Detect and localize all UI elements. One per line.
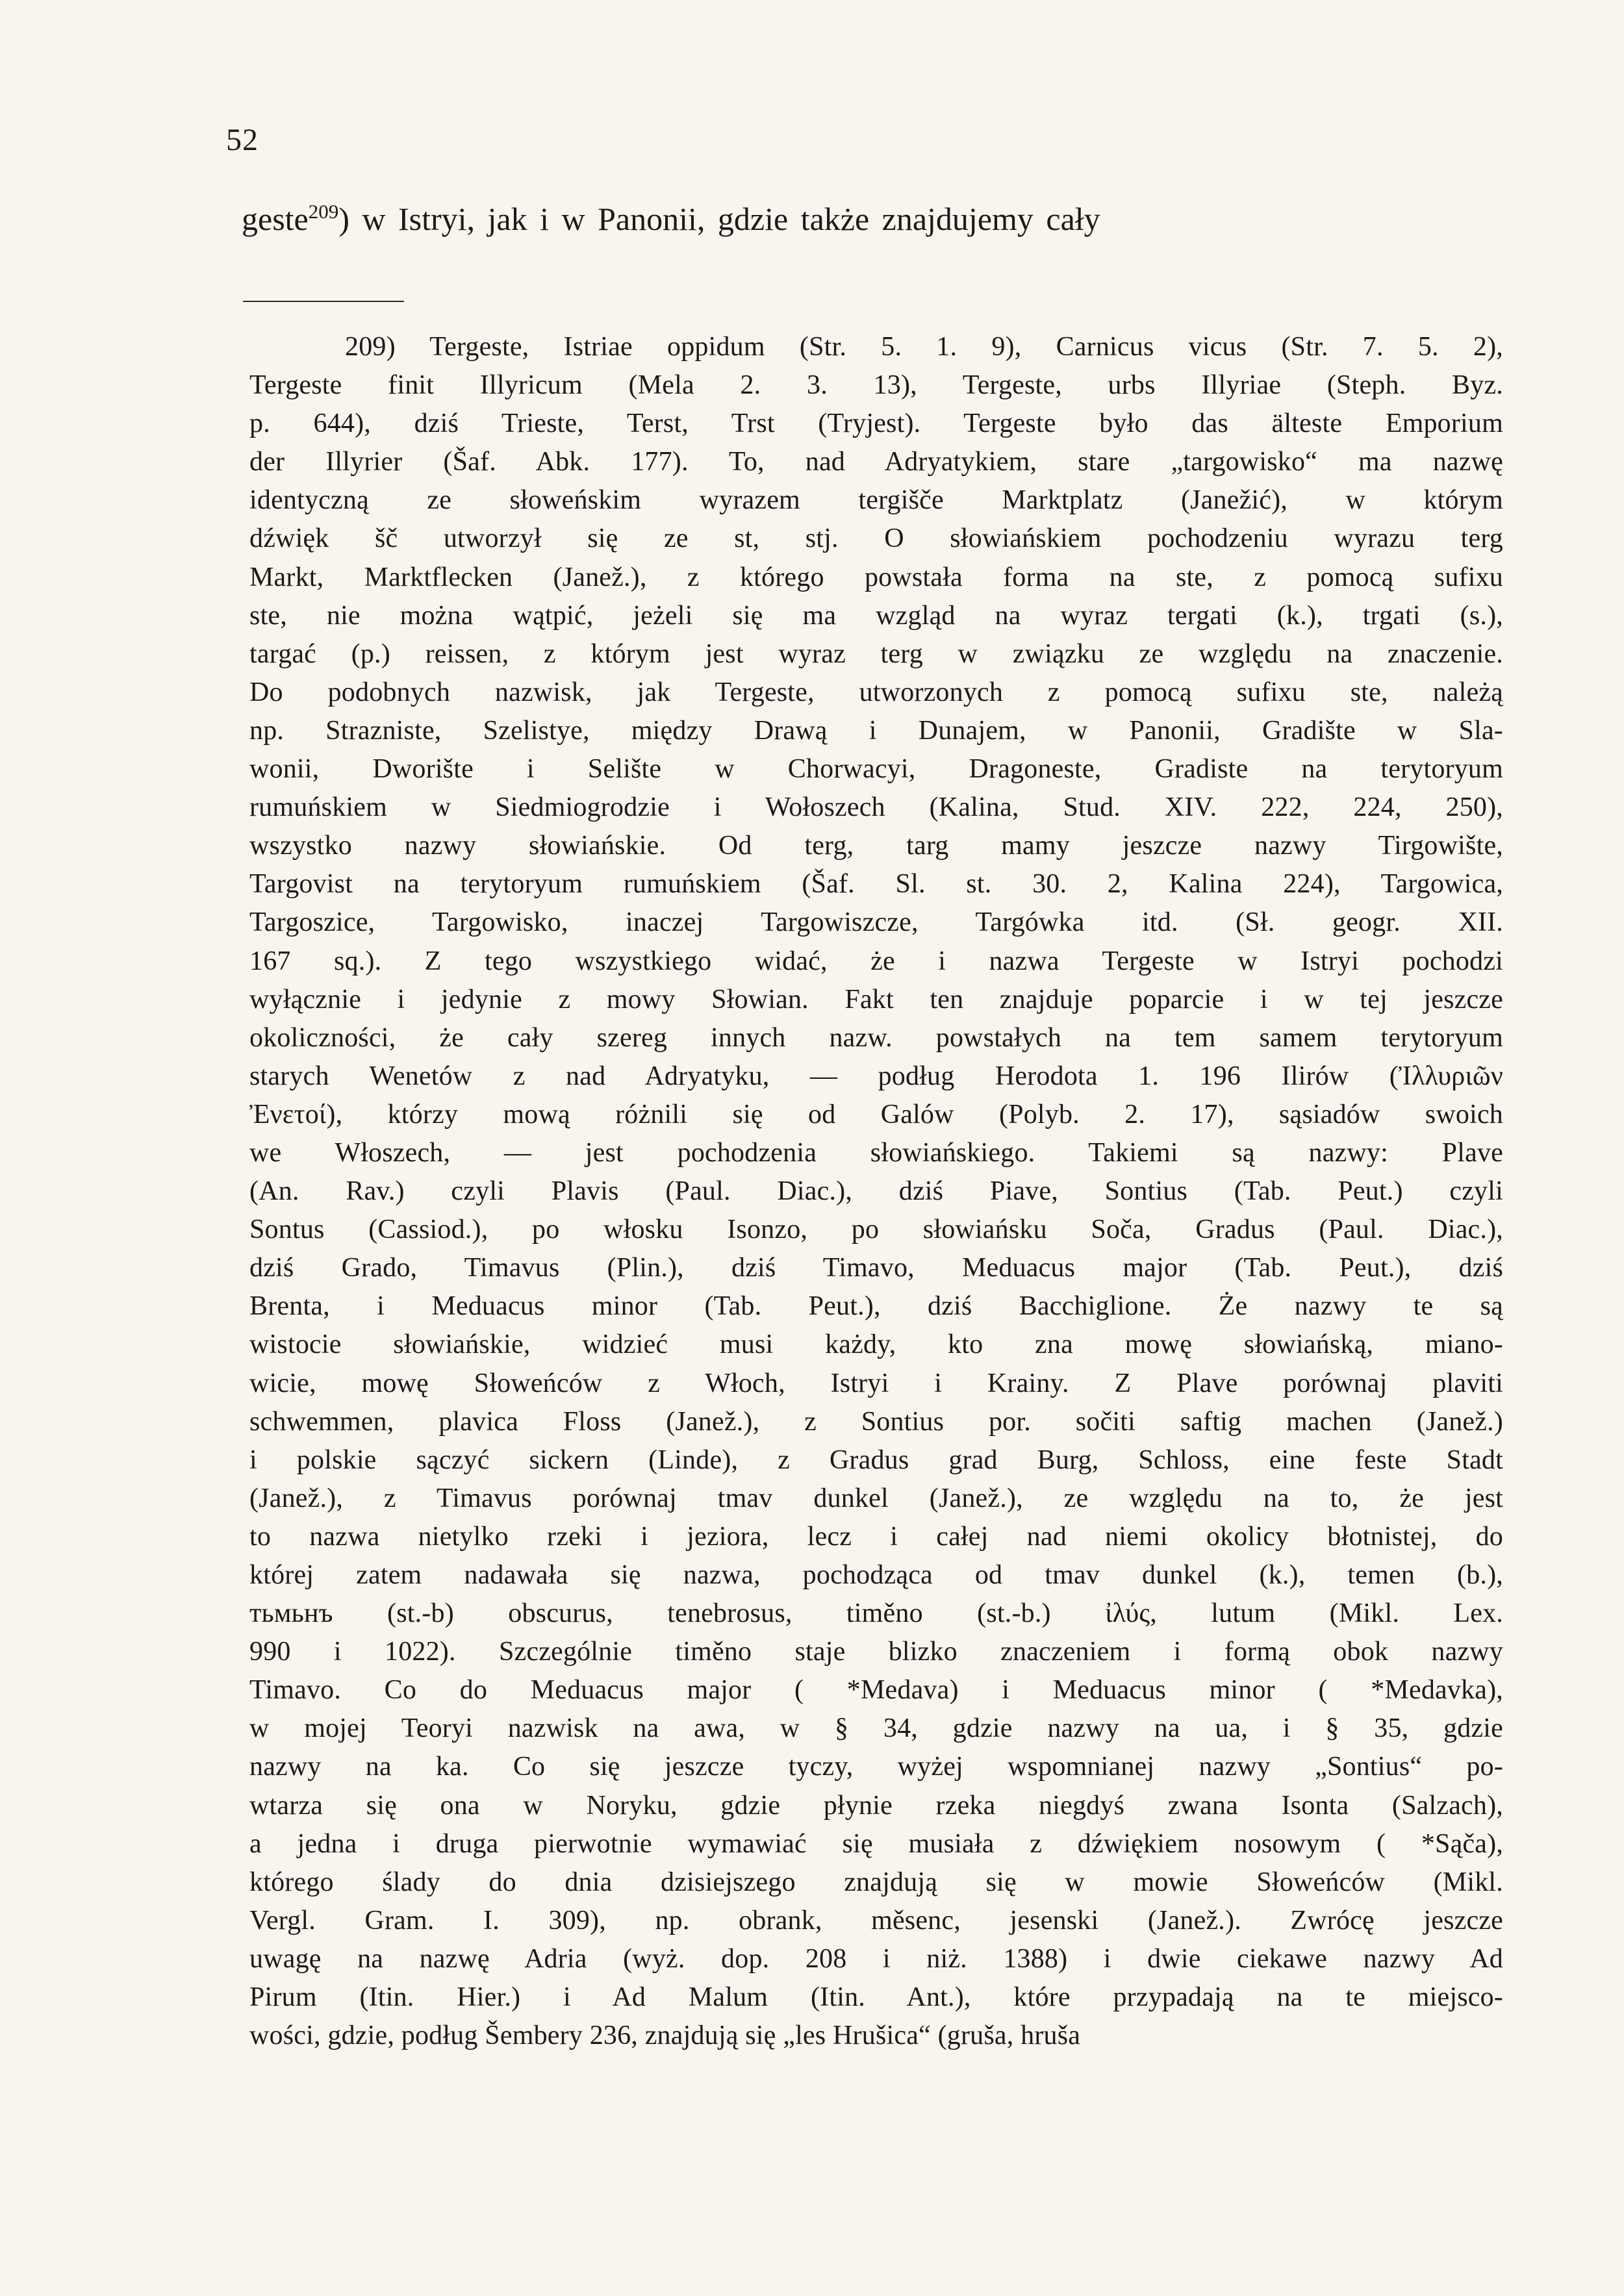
footnote-line: i polskie sączyć sickern (Linde), z Gradus grad Burg, Schloss, eine feste Stadt [249, 1444, 1503, 1475]
footnote-line: 990 i 1022). Szczególnie timěno staje blizko znaczeniem i formą obok nazwy [249, 1637, 1503, 1667]
footnote-line: schwemmen, plavica Floss (Janež.), z Sontius por. sočiti saftig machen (Janež.) [249, 1406, 1503, 1437]
footnote-line: Targovist na terytoryum rumuńskiem (Šaf. Sl. st. 30. 2, Kalina 224), Targowica, [249, 869, 1503, 900]
footnote-line: wistocie słowiańskie, widzieć musi każdy, kto zna mowę słowiańską, miano- [249, 1330, 1503, 1360]
page-number: 52 [226, 123, 259, 157]
footnote-line: Sontus (Cassiod.), po włosku Isonzo, po słowiańsku Soča, Gradus (Paul. Diac.), [249, 1215, 1503, 1245]
main-text-line [242, 201, 1100, 235]
footnote-line: 167 sq.). Z tego wszystkiego widać, że i nazwa Tergeste w Istryi pochodzi [249, 946, 1503, 976]
main-text-before-footnote: geste [242, 201, 309, 237]
footnote-line: (Janež.), z Timavus porównaj tmav dunkel (Janež.), ze względu na to, że jest [249, 1483, 1503, 1513]
footnote-line: Markt, Marktflecken (Janež.), z którego powstała forma na ste, z pomocą sufixu [249, 562, 1503, 592]
footnote-line: w mojej Teoryi nazwisk na awa, w § 34, gdzie nazwy na ua, i § 35, gdzie [249, 1713, 1503, 1744]
footnote-line: nazwy na ka. Co się jeszcze tyczy, wyżej wspomnianej nazwy „Sontius“ po- [249, 1752, 1503, 1782]
footnote-line: (An. Rav.) czyli Plavis (Paul. Diac.), dziś Piave, Sontius (Tab. Peut.) czyli [249, 1176, 1503, 1207]
footnote-line: rumuńskiem w Siedmiogrodzie i Wołoszech (Kalina, Stud. XIV. 222, 224, 250), [249, 792, 1503, 823]
footnote-line: Timavo. Co do Meduacus major ( *Medava) i Meduacus minor ( *Medavka), [249, 1675, 1503, 1706]
footnote-line: np. Strazniste, Szelistye, między Drawą i Dunajem, w Panonii, Gradište w Sla- [249, 715, 1503, 746]
footnote-line: Pirum (Itin. Hier.) i Ad Malum (Itin. Ant.), które przypadają na te miejsco- [249, 1982, 1503, 2013]
footnote-line: której zatem nadawała się nazwa, pochodząca od tmav dunkel (k.), temen (b.), [249, 1560, 1503, 1590]
footnote-line: uwagę na nazwę Adria (wyż. dop. 208 i niż. 1388) i dwie ciekawe nazwy Ad [249, 1943, 1503, 1974]
footnote-line: we Włoszech, — jest pochodzenia słowiańskiego. Takiemi są nazwy: Plave [249, 1137, 1503, 1168]
footnote-line: wicie, mowę Słoweńców z Włoch, Istryi i Krainy. Z Plave porównaj plaviti [249, 1368, 1503, 1398]
footnote-line: der Illyrier (Šaf. Abk. 177). To, nad Adryatykiem, stare „targowisko“ ma nazwę [249, 447, 1503, 477]
footnote-line: dźwięk šč utworzył się ze st, stj. O słowiańskiem pochodzeniu wyrazu terg [249, 524, 1503, 554]
footnote-line: starych Wenetów z nad Adryatyku, — podług Herodota 1. 196 Ilirów (Ἰλλυριῶν [249, 1061, 1503, 1091]
footnote-line: wości, gdzie, podług Šembery 236, znajdują się „les Hrušica“ (gruša, hruša [249, 2021, 1081, 2051]
footnote-block [249, 328, 1503, 2055]
footnote-line: 209) Tergeste, Istriae oppidum (Str. 5. 1. 9), Carnicus vicus (Str. 7. 5. 2), [345, 332, 1503, 362]
footnote-line: a jedna i druga pierwotnie wymawiać się musiała z dźwiękiem nosowym ( *Sąča), [249, 1828, 1503, 1859]
footnote-line: wtarza się ona w Noryku, gdzie płynie rzeka niegdyś zwana Isonta (Salzach), [249, 1790, 1503, 1821]
footnote-line: Tergeste finit Illyricum (Mela 2. 3. 13), Tergeste, urbs Illyriae (Steph. Byz. [249, 370, 1503, 401]
footnote-line: którego ślady do dnia dzisiejszego znajdują się w mowie Słoweńców (Mikl. [249, 1867, 1503, 1897]
footnote-line: okoliczności, że cały szereg innych nazw. powstałych na tem samem terytoryum [249, 1022, 1503, 1053]
footnote-line: Vergl. Gram. I. 309), np. obrank, měsenc, jesenski (Janež.). Zwrócę jeszcze [249, 1905, 1503, 1936]
footnote-line: wonii, Dworište i Selište w Chorwacyi, Dragoneste, Gradiste na terytoryum [249, 754, 1503, 785]
footnote-line: p. 644), dziś Trieste, Terst, Trst (Tryjest). Tergeste było das älteste Emporium [249, 409, 1503, 439]
footnote-line: wszystko nazwy słowiańskie. Od terg, targ mamy jeszcze nazwy Tirgowište, [249, 831, 1503, 861]
footnote-line: Ἐνετοί), którzy mową różnili się od Galów (Polyb. 2. 17), sąsiadów swoich [249, 1099, 1503, 1129]
footnote-line: Brenta, i Meduacus minor (Tab. Peut.), dziś Bacchiglione. Że nazwy te są [249, 1291, 1503, 1322]
footnote-line: wyłącznie i jedynie z mowy Słowian. Fakt ten znajduje poparcie i w tej jeszcze [249, 984, 1503, 1015]
footnote-reference: 209 [308, 200, 339, 223]
footnote-line: identyczną ze słoweńskim wyrazem tergišče Marktplatz (Janežić), w którym [249, 485, 1503, 516]
main-text-after-footnote: ) w Istryi, jak i w Panonii, gdzie także znajdujemy cały [338, 201, 1100, 237]
footnote-line: targać (p.) reissen, z którym jest wyraz terg w związku ze względu na znaczenie. [249, 638, 1503, 669]
footnote-line: тьмьнъ (st.-b) obscurus, tenebrosus, timěno (st.-b.) ἰλύς, lutum (Mikl. Lex. [249, 1598, 1503, 1629]
footnote-line: to nazwa nietylko rzeki i jeziora, lecz i całej nad niemi okolicy błotnistej, do [249, 1521, 1503, 1552]
footnote-separator [243, 301, 404, 302]
footnote-line: dziś Grado, Timavus (Plin.), dziś Timavo, Meduacus major (Tab. Peut.), dziś [249, 1253, 1503, 1283]
footnote-line: ste, nie można wątpić, jeżeli się ma wzgląd na wyraz tergati (k.), trgati (s.), [249, 600, 1503, 631]
footnote-line: Targoszice, Targowisko, inaczej Targowiszcze, Targówka itd. (Sł. geogr. XII. [249, 907, 1503, 938]
footnote-line: Do podobnych nazwisk, jak Tergeste, utworzonych z pomocą sufixu ste, należą [249, 677, 1503, 707]
